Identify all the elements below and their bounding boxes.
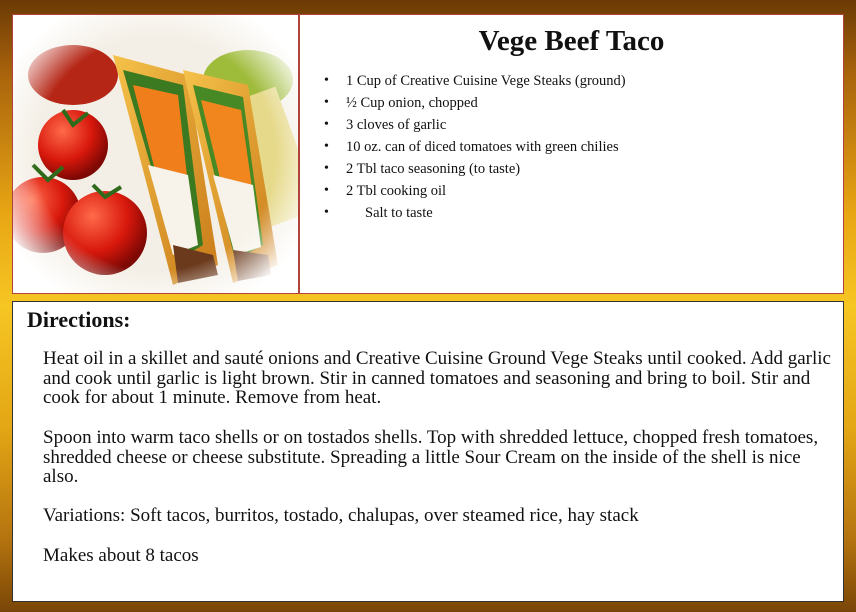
recipe-header-card [12,14,844,294]
ingredient-item: • 10 oz. can of diced tomatoes with green chilies [300,136,843,158]
directions-heading: Directions: [27,307,131,332]
taco-photo [13,15,300,293]
bullet-icon: • [324,73,329,88]
ingredient-item: • 2 Tbl taco seasoning (to taste) [300,158,843,180]
bullet-icon: • [324,95,329,110]
bullet-icon: • [324,205,329,220]
ingredient-item: • Salt to taste [300,202,843,224]
ingredient-list [300,70,843,224]
directions-paragraph: Spoon into warm taco shells or on tostados shells. Top with shredded lettuce, chopped fresh tomatoes, shredded cheese or cheese substitute. Spreading a little Sour Cream on the inside of the shell is nice also. [43,427,819,487]
ingredient-item: • 3 cloves of garlic [300,114,843,136]
bullet-icon: • [324,117,329,132]
ingredient-item: • 1 Cup of Creative Cuisine Vege Steaks (ground) [300,70,843,92]
directions-paragraph: Heat oil in a skillet and sauté onions and Creative Cuisine Ground Vege Steaks until cooked. Add garlic and cook until garlic is light brown. Stir in canned tomatoes and seasoning and bring to boil. Stir and cook for about 1 minute. Remove from heat. [43,348,831,408]
ingredient-item: • ½ Cup onion, chopped [300,92,843,114]
taco-illustration [13,15,298,293]
variations-paragraph: Variations: Soft tacos, burritos, tostado, chalupas, over steamed rice, hay stack [43,505,639,526]
ingredients-panel [300,15,843,293]
bullet-icon: • [324,183,329,198]
bullet-icon: • [324,139,329,154]
yield-paragraph: Makes about 8 tacos [43,545,199,566]
recipe-title: Vege Beef Taco [478,25,665,57]
bullet-icon: • [324,161,329,176]
ingredient-item: • 2 Tbl cooking oil [300,180,843,202]
directions-card [12,301,844,602]
